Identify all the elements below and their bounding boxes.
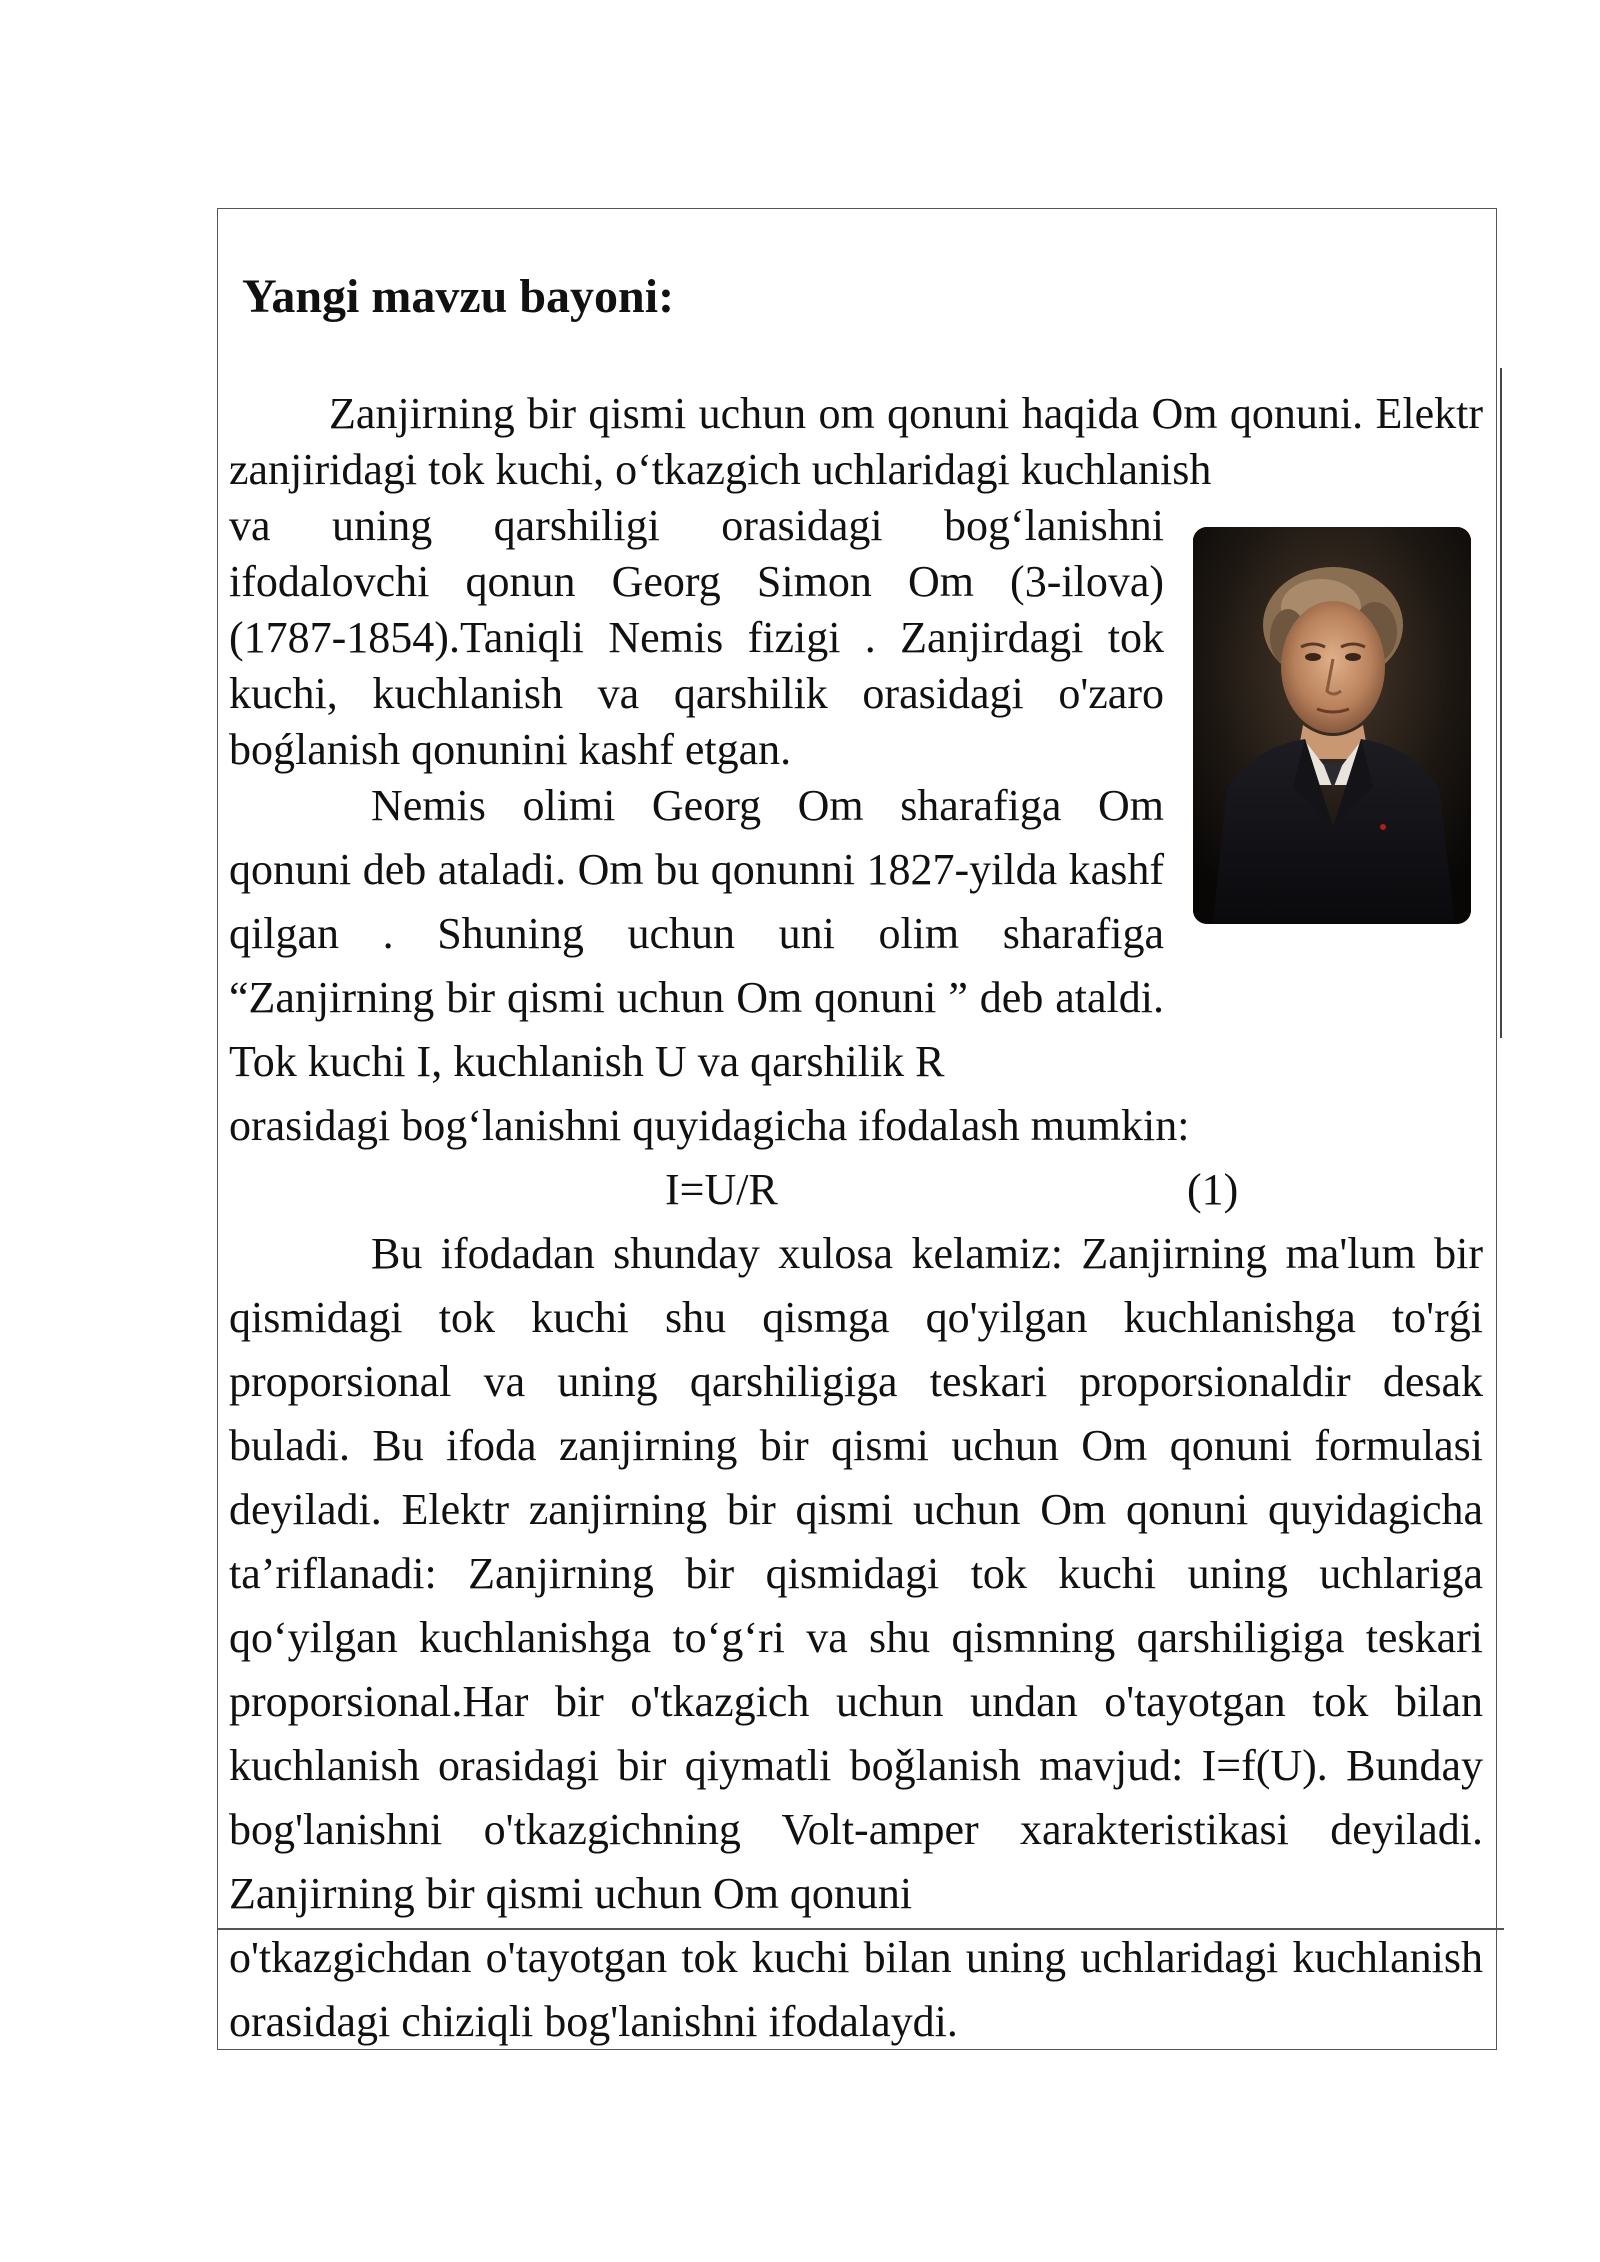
- formula-number: (1): [1187, 1165, 1239, 1214]
- formula-expression: I=U/R: [665, 1165, 778, 1214]
- paragraph-conclusion: [229, 1222, 1483, 1926]
- paragraph-georg-om: [229, 774, 1164, 1094]
- paragraph-intro-rest: [229, 498, 1164, 778]
- portrait-icon: [1193, 527, 1471, 924]
- formula-row: [229, 1158, 1483, 1222]
- paragraph-text: Bu ifodadan shunday xulosa kelamiz: Zanjirning ma'lum bir qismidagi tok kuchi shu qismga qo'yilgan kuchlanishga to'rǵi proporsional va uning qarshiligiga teskari proporsionaldir desak buladi. Bu ifoda zanjirning bir qismi uchun Om qonuni formulasi deyiladi. Elektr zanjirning bir qismi uchun Om qonuni quyidagicha ta’riflanadi: Zanjirning bir qismidagi tok kuchi uning uchlariga qo‘yilgan kuchlanishga to‘g‘ri va shu qismning qarshiligiga teskari proporsional.Har bir o'tkazgich uchun undan o'tayotgan tok bilan kuchlanish orasidagi bir qiymatli boǧlanish mavjud: I=f(U). Bunday bog'lanishni o'tkazgichning Volt-amper xarakteristikasi deyiladi. Zanjirning bir qismi uchun Om qonuni: [229, 1229, 1483, 1918]
- paragraph-intro-line: [229, 386, 1483, 498]
- paragraph-text: Nemis olimi Georg Om sharafiga Om qonuni deb ataladi. Om bu qonunni 1827-yilda kashf qilgan . Shuning uchun uni olim sharafiga “Zanjirning bir qismi uchun Om qonuni ” deb ataldi. Tok kuchi I, kuchlanish U va qarshilik R: [229, 781, 1164, 1086]
- frame-divider-vertical: [1500, 368, 1502, 1038]
- paragraph-text: o'tkazgichdan o'tayotgan tok kuchi bilan uning uchlaridagi kuchlanish orasidagi chiziqli bog'lanishni ifodalaydi.: [229, 1933, 1483, 2046]
- section-heading: Yangi mavzu bayoni:: [242, 270, 675, 323]
- portrait-image: [1193, 527, 1471, 924]
- paragraph-text: orasidagi bog‘lanishni quyidagicha ifodalash mumkin:: [229, 1101, 1190, 1150]
- paragraph-final: [229, 1926, 1483, 2054]
- paragraph-text: va uning qarshiligi orasidagi bog‘lanishni ifodalovchi qonun Georg Simon Om (3-ilova) (1787-1854).Taniqli Nemis fizigi . Zanjirdagi tok kuchi, kuchlanish va qarshilik orasidagi o'zaro boǵlanish qonunini kashf etgan.: [229, 501, 1164, 774]
- paragraph-relation-line: [229, 1094, 1483, 1158]
- paragraph-text: Zanjirning bir qismi uchun om qonuni haqida Om qonuni. Elektr zanjiridagi tok kuchi, o‘tkazgich uchlaridagi kuchlanish: [229, 389, 1483, 494]
